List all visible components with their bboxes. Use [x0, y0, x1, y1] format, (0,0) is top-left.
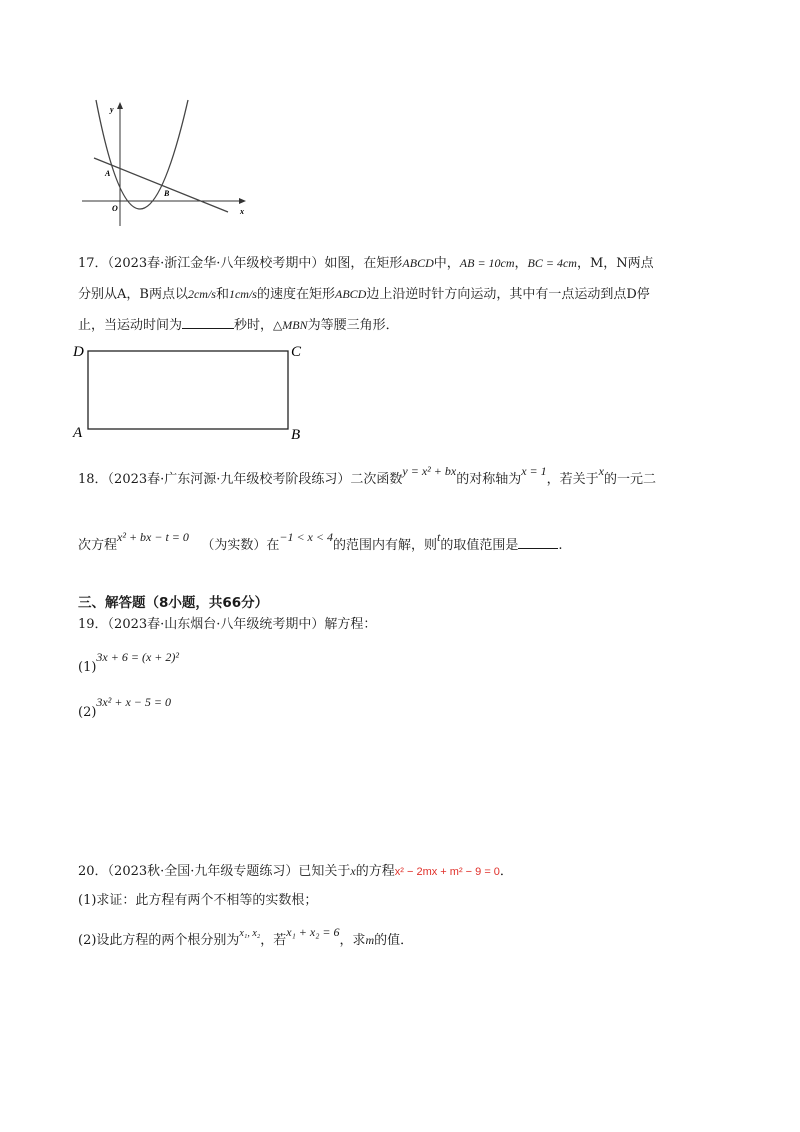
vertex-c-label: C [291, 344, 302, 360]
math-term: −1 < x < 4 [279, 530, 333, 544]
question-number: 17． [78, 256, 108, 271]
math-term: x² + bx − t = 0 [117, 530, 189, 544]
q19-part-1 [78, 650, 179, 675]
part-label: (1) [78, 660, 97, 675]
text: ． [499, 864, 513, 879]
text: 已知关于 [298, 864, 351, 879]
text: 解方程： [324, 617, 377, 632]
text: 的范围内有解，则 [332, 538, 437, 553]
question-source: （2023秋·全国·九年级专题练习） [107, 864, 299, 879]
math-term: y = x² + bx [402, 464, 457, 478]
vertex-b-label: B [291, 427, 301, 443]
origin-label: O [112, 204, 118, 213]
section-heading: 三、解答题（8小题，共66分） [78, 595, 269, 611]
text: 二次函数 [350, 472, 403, 487]
question-number: 20． [78, 864, 108, 879]
math-term: 2cm/s [187, 287, 216, 301]
question-number: 19． [78, 617, 108, 632]
parabola-line-graph [78, 98, 253, 228]
point-b-label: B [164, 189, 170, 198]
question-source: （2023春·浙江金华·八年级校考期中） [107, 256, 325, 271]
text: (2)设此方程的两个根分别为 [78, 933, 240, 948]
y-axis-arrow [117, 102, 123, 109]
question-source: （2023春·山东烟台·八年级统考期中） [107, 617, 325, 632]
q20-part-1: (1)求证：此方程有两个不相等的实数根； [78, 893, 318, 908]
vertex-a-label: A [73, 425, 83, 441]
answer-blank[interactable] [518, 536, 558, 549]
text: 的值． [374, 933, 414, 948]
rectangle-abcd-figure [66, 338, 316, 446]
text: 如图，在矩形 [324, 256, 403, 271]
q20-line-1 [78, 862, 513, 881]
text: 中， [433, 256, 460, 271]
text: ， [514, 256, 528, 271]
math-term: t [436, 530, 441, 544]
text: 和 [215, 287, 229, 302]
equation-red: x² − 2mx + m² − 9 = 0 [394, 866, 500, 878]
math-term: x₁, x₂ [239, 928, 261, 939]
question-source: （2023春·广东河源·九年级校考阶段练习） [107, 472, 351, 487]
text: ，求 [339, 933, 366, 948]
math-term: x [350, 864, 356, 878]
equation: 3x + 6 = (x + 2)² [96, 650, 179, 664]
text: ，若关于 [546, 472, 599, 487]
vertex-d-label: D [73, 344, 84, 360]
math-term: 1cm/s [228, 287, 257, 301]
text: 的方程 [355, 864, 395, 879]
text: 秒时， [234, 318, 274, 333]
text: （ [201, 538, 215, 553]
text: 的对称轴为 [456, 472, 522, 487]
q19-part-2 [78, 695, 171, 720]
equation: 3x² + x − 5 = 0 [96, 695, 171, 709]
text: 止，当运动时间为 [78, 318, 183, 333]
text: 为实数）在 [214, 538, 280, 553]
text: ，若 [260, 933, 287, 948]
text: 的速度在矩形 [256, 287, 335, 302]
math-term: x [598, 464, 604, 478]
text: 分别从A，B两点以 [78, 287, 188, 302]
q17-line-1 [78, 254, 654, 273]
rectangle-shape [88, 351, 288, 429]
math-term: △MBN [273, 318, 308, 332]
text: 边上沿逆时针方向运动，其中有一点运动到点D停 [366, 287, 650, 302]
math-term: ABCD [402, 256, 434, 270]
question-number: 18． [78, 472, 108, 487]
y-axis-label: y [110, 105, 114, 114]
q17-line-2 [78, 285, 650, 304]
q18-line-2 [78, 530, 563, 555]
parabola-curve [96, 100, 188, 209]
math-term: BC = 4cm [527, 256, 577, 270]
q18-line-1 [78, 464, 657, 489]
text: 次方程 [78, 538, 118, 553]
math-term: ABCD [334, 287, 367, 301]
q17-line-3 [78, 316, 399, 335]
text: ，M，N两点 [576, 256, 654, 271]
math-term: m [365, 933, 375, 947]
text: 的取值范围是 [440, 538, 519, 553]
math-term: AB = 10cm [459, 256, 515, 270]
math-term: x₁ + x₂ = 6 [286, 925, 340, 939]
point-a-label: A [105, 169, 111, 178]
q19-line-1 [78, 616, 376, 634]
math-term: x = 1 [521, 464, 547, 478]
x-axis-arrow [239, 198, 246, 204]
text: 为等腰三角形． [307, 318, 399, 333]
x-axis-label: x [240, 207, 244, 216]
q20-part-2 [78, 925, 414, 951]
text: . [558, 538, 563, 553]
answer-blank[interactable] [182, 316, 234, 329]
part-label: (2) [78, 705, 97, 720]
text: 的一元二 [604, 472, 657, 487]
